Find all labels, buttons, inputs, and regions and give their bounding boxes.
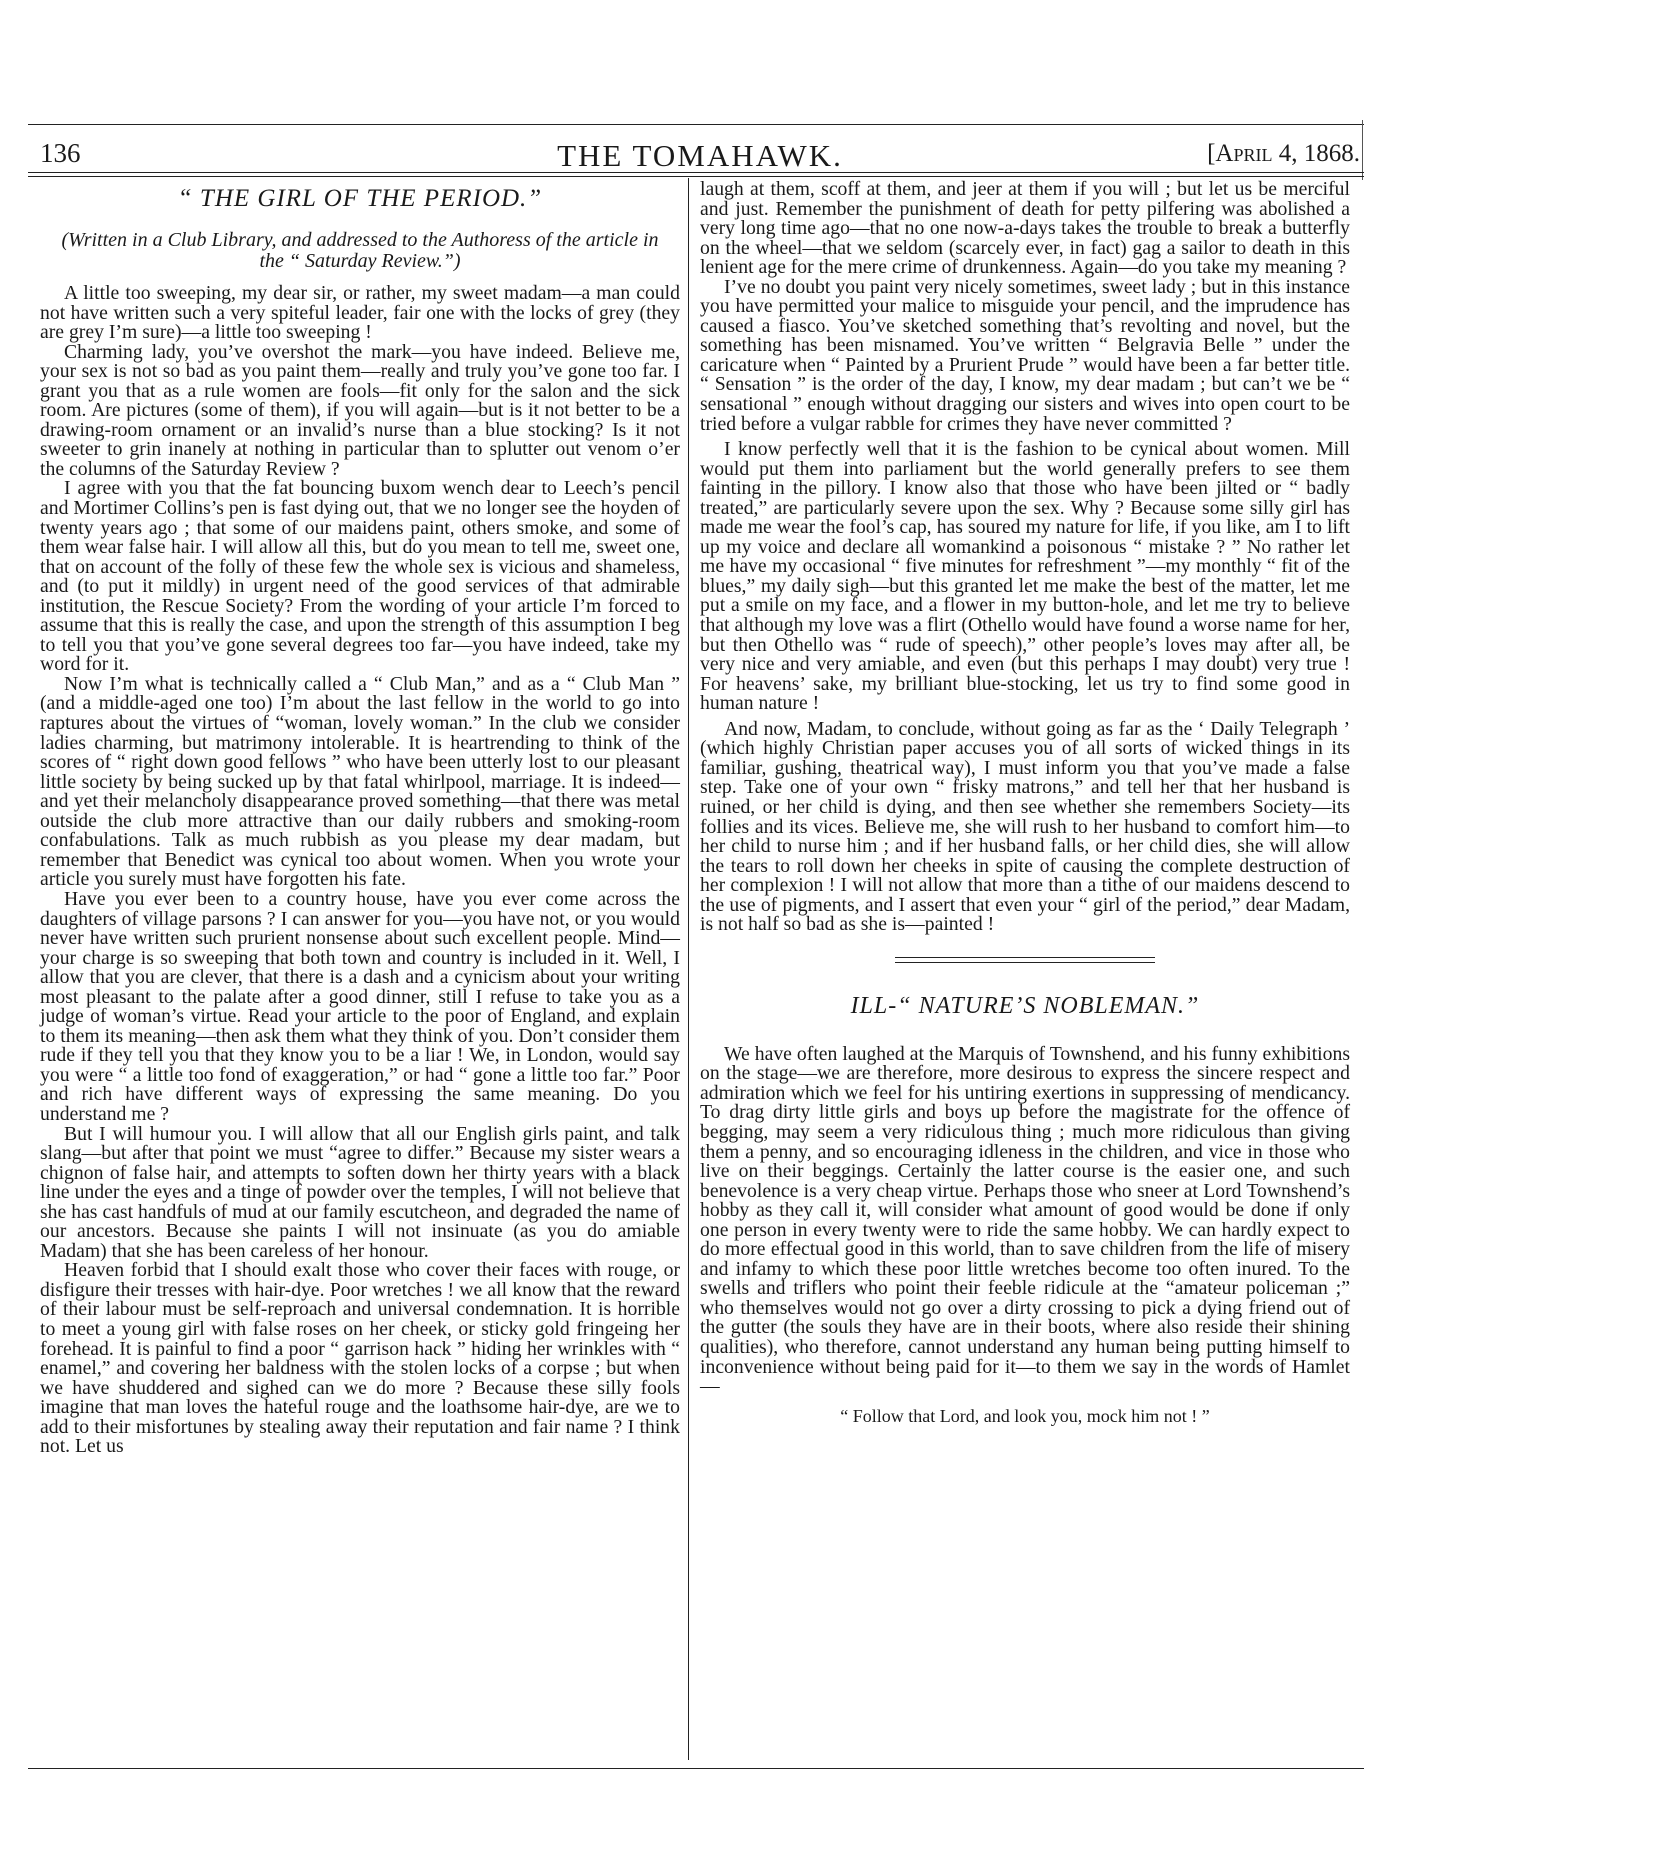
article-separator xyxy=(895,957,1155,963)
article-paragraph: I know perfectly well that it is the fashion to be cynical about women. Mill would put them into parliament but the world generally prefers to see them fainting in the pillory. I know also that those who have been jilted or “ badly treated,” are particularly severe upon the sex. Why ? Because some silly girl has made me wear the fool’s cap, has soured my nature for life, if you like, am I to lift up my voice and declare all womankind a poisonous “ mistake ? ” No rather let me have my occasional “ five minutes for refreshment ”—my monthly “ fit of the blues,” my daily sigh—but this granted let me make the best of the matter, let me put a smile on my face, and a flower in my button-hole, and let me try to believe that although my love was a flirt (Othello would have found a worse name for her, but then Othello was “ rude of speech),” other people’s loves may after all, be very nice and very amiable, and even (but this perhaps I may doubt) very true ! For heavens’ sake, my brilliant blue-stocking, let us try to find some good in human nature ! xyxy=(700,438,1350,715)
masthead-rule-second xyxy=(28,176,1364,177)
article-paragraph: Heaven forbid that I should exalt those who cover their faces with rouge, or disfigure their tresses with hair-dye. Poor wretches ! we all know that the reward of their labour must be self-reproach and universal condemnation. It is horrible to meet a young girl with false roses on her cheek, or sticky gold fringeing her forehead. It is painful to find a poor “ garrison hack ” hiding her wrinkles with “ enamel,” and covering her baldness with the stolen locks of a corpse ; but when we have shuddered and sighed can we do more ? Because these silly fools imagine that man loves the hateful rouge and the loathsome hair-dye, are we to add to their misfortunes by stealing away their reputation and fair name ? I think not. Let us xyxy=(40,1259,680,1458)
article-title-ill-natures-nobleman: ILL-“ NATURE’S NOBLEMAN.” xyxy=(850,992,1200,1019)
article-paragraph: Have you ever been to a country house, have you ever come across the daughters of village parsons ? I can answer for you—you have not, or you would never have written such prurient nonsense about such excellent people. Mind—your charge is so sweeping that both town and country is included in it. Well, I allow that you are clever, that there is a dash and a cynicism about your writing most pleasant to the palate after a good dinner, still I refuse to take you as a judge of woman’s virtue. Read your article to the poor of England, and explain to them its meaning—then ask them what they think of you. Don’t consider them rude if they tell you that they know you to be a liar ! We, in London, would say you were “ a little too fond of exaggeration,” or had “ gone a little too far.” Poor and rich have different ways of expressing the same meaning. Do you understand me ? xyxy=(40,887,680,1125)
article-paragraph: I agree with you that the fat bouncing buxom wench dear to Leech’s pencil and Mortimer Collins’s pen is fast dying out, that we no longer see the hoyden of twenty years ago ; that some of our maidens paint, others smoke, and some of them wear false hair. I will allow all this, but do you mean to tell me, sweet one, that on account of the folly of these few the whole sex is vicious and shameless, and (to put it mildly) in urgent need of the good services of that admirable institution, the Rescue Society? From the wording of your article I’m forced to assume that this is really the case, and upon the strength of this assumption I beg to tell you that you’ve gone several degrees too far—you have indeed, take my word for it. xyxy=(40,477,680,676)
article-subhead: (Written in a Club Library, and addressed to the Authoress of the article in the “ Saturday Review.”) xyxy=(61,229,659,272)
page-number: 136 xyxy=(40,138,81,168)
article-paragraph: I’ve no doubt you paint very nicely sometimes, sweet lady ; but in this instance you have permitted your malice to misguide your pencil, and the imprudence has caused a fiasco. You’ve sketched something that’s revolting and novel, but the something has been misnamed. You’ve written “ Belgravia Belle ” under the caricature when “ Painted by a Prurient Prude ” would have been a far better title. “ Sensation ” is the order of the day, I know, my dear madam ; but can’t we be “ sensational ” enough without dragging our sisters and wives into open court to be tried before a vulgar rabble for crimes they have never committed ? xyxy=(700,275,1350,435)
top-rule xyxy=(28,124,1364,125)
article-title-girl-of-the-period: “ THE GIRL OF THE PERIOD.” xyxy=(177,185,543,212)
masthead-rule xyxy=(28,172,1364,173)
right-column xyxy=(700,180,1350,1426)
publication-title: THE TOMAHAWK. xyxy=(557,138,843,173)
article-paragraph: A little too sweeping, my dear sir, or rather, my sweet madam—a man could not have written such a very spiteful leader, fair one with the locks of grey (they are grey I’m sure)—a little too sweeping ! xyxy=(40,282,680,344)
column-divider xyxy=(688,178,689,1760)
left-column xyxy=(40,180,680,1457)
binding-edge xyxy=(1362,120,1363,180)
issue-date: [April 4, 1868. xyxy=(1207,140,1360,167)
article-paragraph: But I will humour you. I will allow that all our English girls paint, and talk slang—but after that point we must “agree to differ.” Because my sister wears a chignon of false hair, and attempts to soften down her thirty years with a black line under the eyes and a tinge of powder over the temples, I will not believe that she has cast handfuls of mud at our family escutcheon, and degraded the name of our ancestors. Because she paints I will not insinuate (as you do amiable Madam) that she has been careless of her honour. xyxy=(40,1122,680,1262)
masthead xyxy=(40,138,1360,172)
bottom-rule xyxy=(28,1768,1364,1769)
hamlet-quote: “ Follow that Lord, and look you, mock him not ! ” xyxy=(840,1405,1210,1426)
article-paragraph: laugh at them, scoff at them, and jeer at them if you will ; but let us be merciful and just. Remember the punishment of death for petty pilfering was abolished a very long time ago—that no one now-a-days takes the trouble to break a butterfly on the wheel—that we seldom (scarcely ever, in fact) gag a sailor to death in this lenient age for the mere crime of drunkenness. Again—do you take my meaning ? xyxy=(700,178,1350,279)
article-paragraph: And now, Madam, to conclude, without going as far as the ‘ Daily Telegraph ’ (which highly Christian paper accuses you of all sorts of wicked things in its familiar, gushing, theatrical way), I must inform you that you’ve made a false step. Take one of your own “ frisky matrons,” and tell her that her husband is ruined, or her child is dying, and then see whether she remembers Society—its follies and its vices. Believe me, she will rush to her husband to comfort him—to her child to nurse him ; and if her husband falls, or her child dies, she will allow the tears to roll down her cheeks in spite of causing the complete destruction of her complexion ! I will not allow that more than a tithe of our maidens descend to the use of pigments, and I assert that even your “ girl of the period,” dear Madam, is not half so bad as she is—painted ! xyxy=(700,717,1350,936)
article-paragraph: We have often laughed at the Marquis of Townshend, and his funny exhibitions on the stage—we are therefore, more desirous to express the sincere respect and admiration which we feel for his untiring exertions in suppressing of mendicancy. To drag dirty little girls and boys up before the magistrate for the offence of begging, may seem a very ridiculous thing ; much more ridiculous than giving them a penny, and so encouraging idleness in the children, and vice in those who live on their beggings. Certainly the latter course is the easier one, and such benevolence is a very cheap virtue. Perhaps those who sneer at Lord Townshend’s hobby as they call it, will consider what amount of good would be done if only one person in every twenty were to ride the same hobby. We can hardly expect to do more effectual good in this world, than to save children from the life of misery and infamy to which these poor little wretches become too often inured. To the swells and triflers who point their feeble ridicule at the “amateur policeman ;” who themselves would not go over a dirty crossing to pick a dying friend out of the gutter (the souls they have are in their boots, where also reside their shining qualities), who therefore, cannot understand any human being putting himself to inconvenience without being paid for it—to them we say in the words of Hamlet— xyxy=(700,1042,1350,1398)
article-paragraph: Now I’m what is technically called a “ Club Man,” and as a “ Club Man ” (and a middle-aged one too) I’m about the last fellow in the world to go into raptures about the virtues of “woman, lovely woman.” In the club we consider ladies charming, but matrimony intolerable. It is heartrending to think of the scores of “ right down good fellows ” who have been utterly lost to our pleasant little society by being sucked up by that fatal whirlpool, marriage. It is indeed—and yet their melancholy disappearance proved something—that there was metal outside the club more attractive than our daily rubbers and smoking-room confabulations. Talk as much rubbish as you please my dear madam, but remember that Benedict was cynical too about women. When you wrote your article you surely must have forgotten his fate. xyxy=(40,672,680,891)
article-paragraph: Charming lady, you’ve overshot the mark—you have indeed. Believe me, your sex is not so bad as you paint them—really and truly you’ve gone too far. I grant you that as a rule women are fools—fit only for the salon and the sick room. Are pictures (some of them), if you will again—but is it not better to be a drawing-room ornament or an invalid’s nurse than a blue stocking? Is it not sweeter to grin inanely at nothing in particular than to splutter out venom o’er the columns of the Saturday Review ? xyxy=(40,340,680,480)
